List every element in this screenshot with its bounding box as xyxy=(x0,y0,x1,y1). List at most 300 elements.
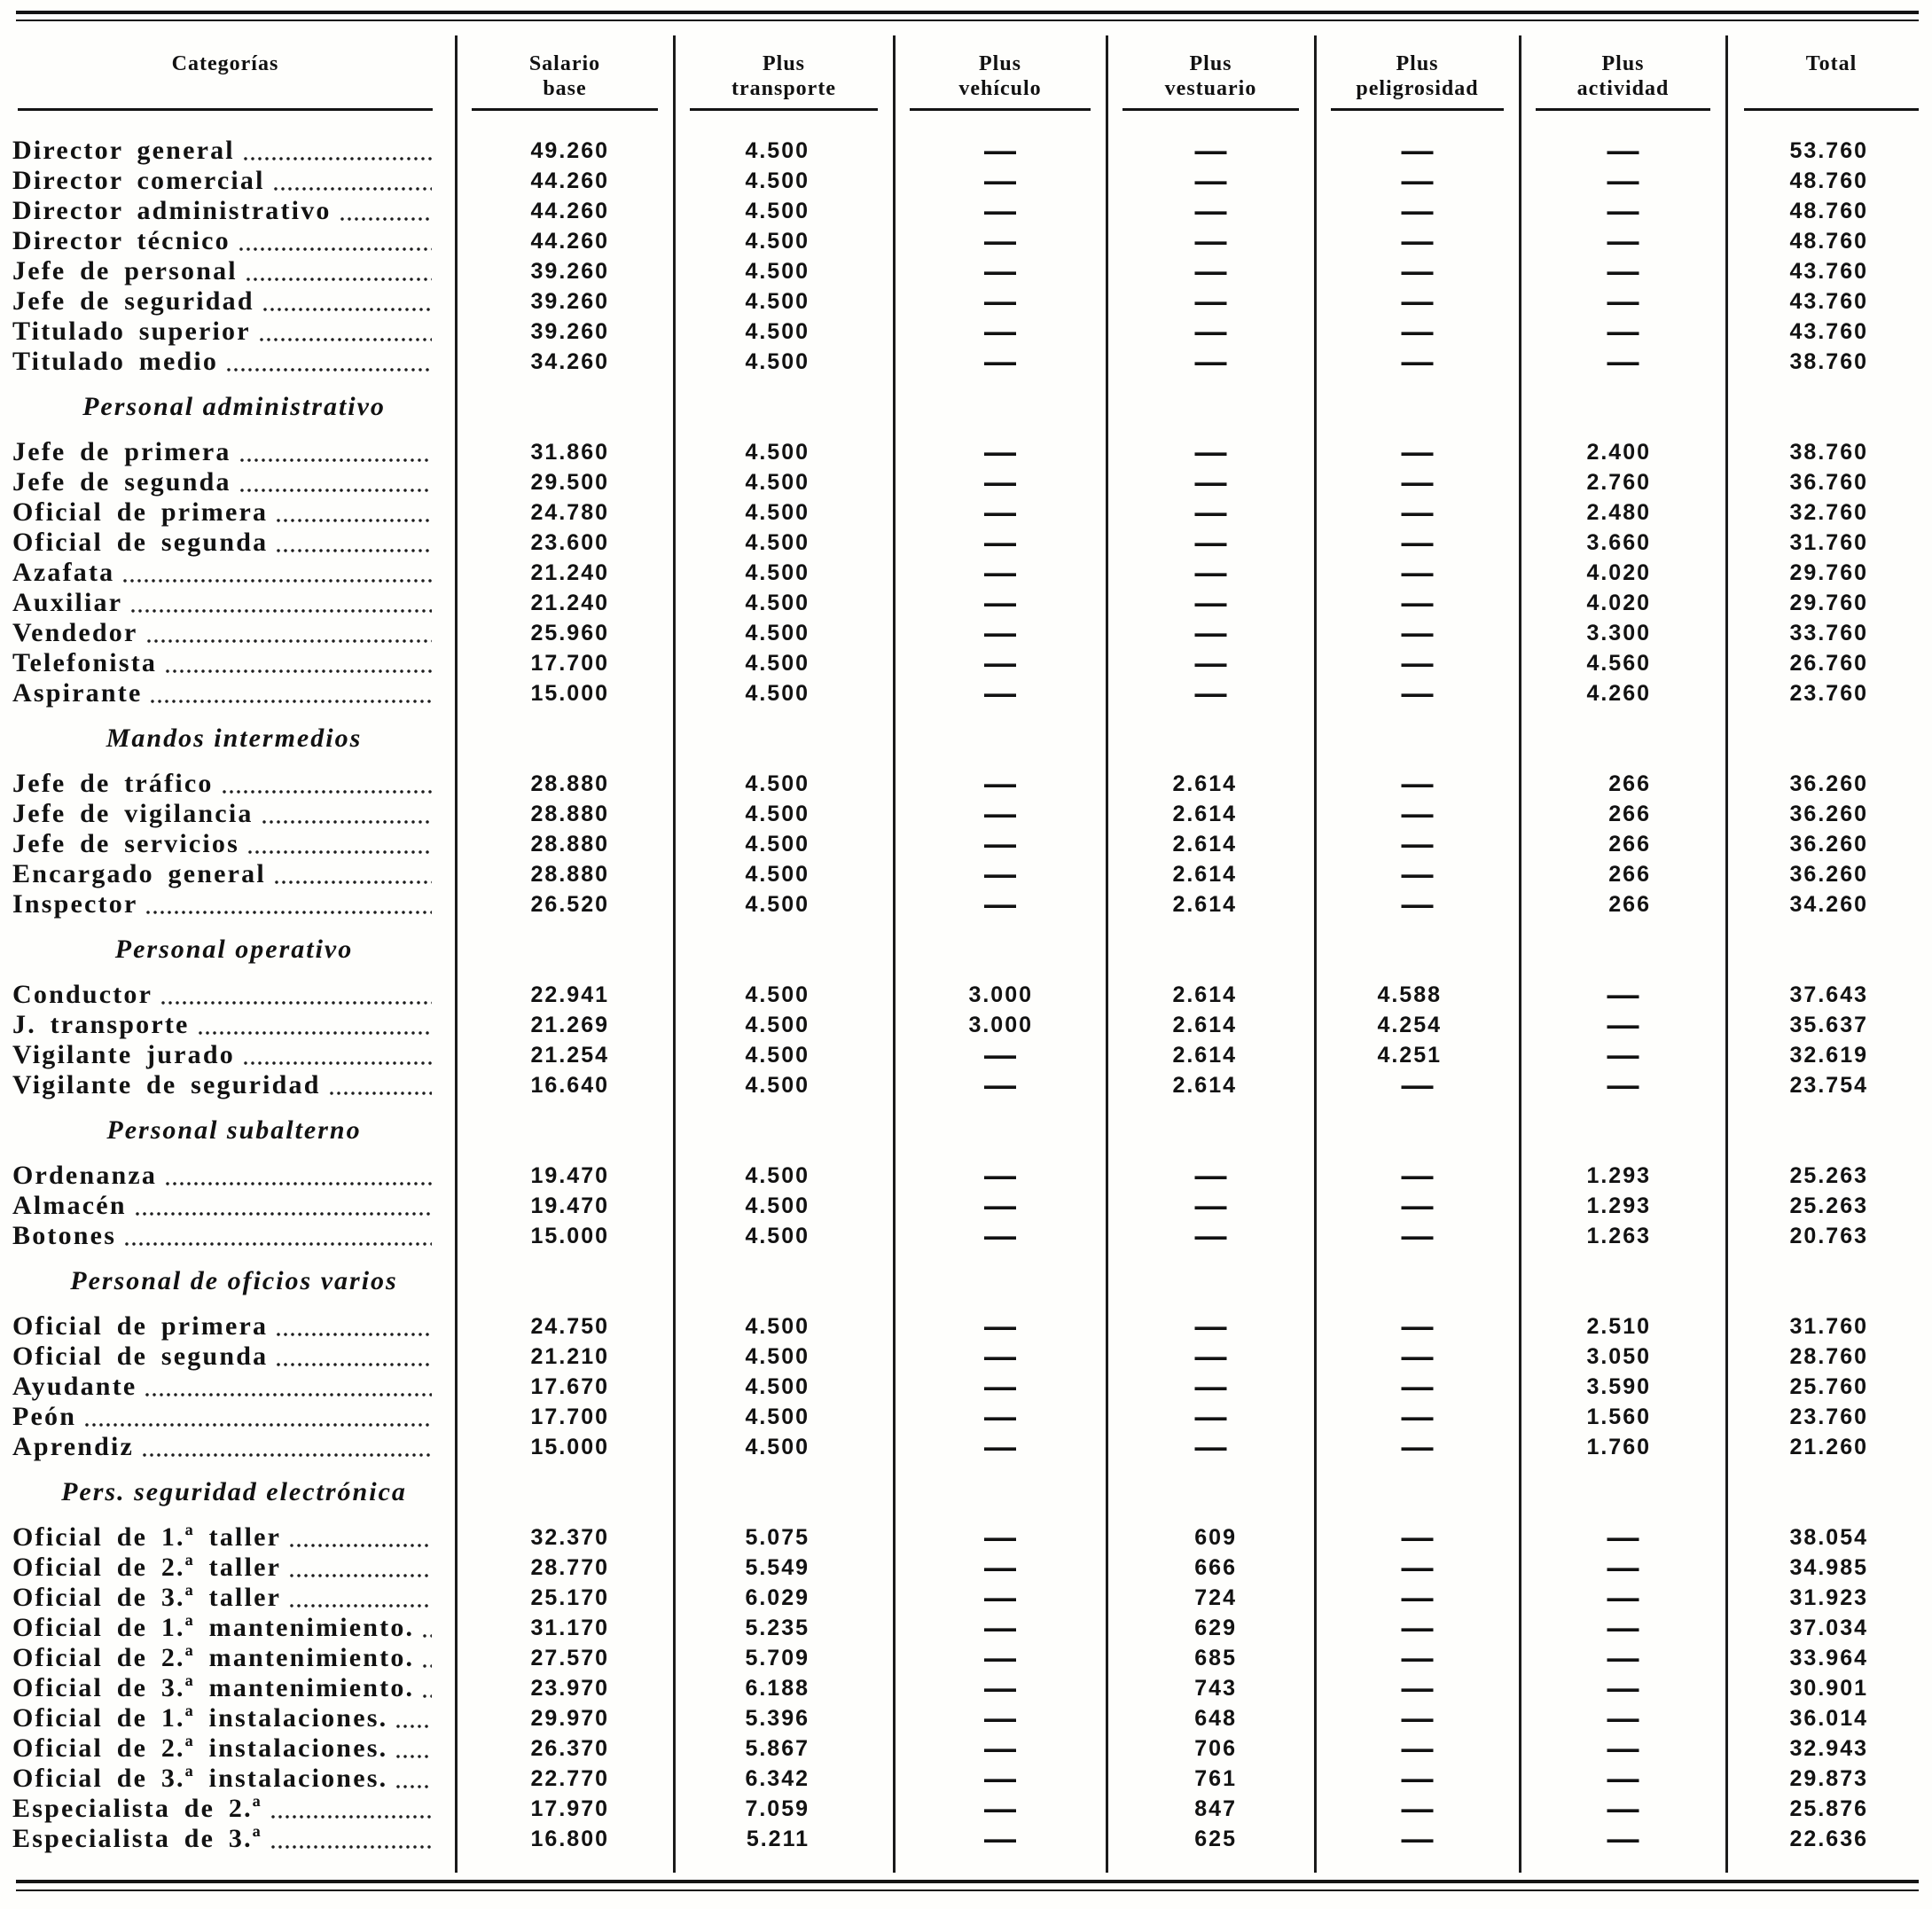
total-cell: 21.260 xyxy=(1789,1435,1868,1459)
plus-transporte-cell: 4.500 xyxy=(745,771,810,796)
plus-actividad-cell: — xyxy=(1607,1010,1639,1040)
plus-peligrosidad-cell: — xyxy=(1401,1191,1434,1221)
salario-base-cell: 21.240 xyxy=(530,591,609,615)
total-cell: 25.263 xyxy=(1789,1193,1868,1218)
table-row xyxy=(12,467,1919,497)
dot-leader xyxy=(395,1784,432,1789)
plus-peligrosidad-cell: — xyxy=(1401,1402,1434,1432)
salario-base-cell: 15.000 xyxy=(530,1435,609,1459)
plus-vestuario-cell: — xyxy=(1194,317,1227,347)
salario-base-cell: 39.260 xyxy=(530,289,609,314)
bottom-rule-thin xyxy=(16,1889,1919,1891)
dot-leader xyxy=(421,1694,432,1699)
plus-vestuario-cell: 2.614 xyxy=(1172,802,1237,826)
plus-vehiculo-cell: — xyxy=(984,256,1016,286)
salario-base-cell: 44.260 xyxy=(530,168,609,193)
plus-vehiculo-cell: — xyxy=(984,497,1016,528)
salario-base-cell: 24.780 xyxy=(530,500,609,525)
plus-vehiculo-cell: — xyxy=(984,1824,1016,1854)
table-row xyxy=(12,437,1919,467)
plus-vehiculo-cell: — xyxy=(984,1583,1016,1613)
plus-vestuario-cell: 2.614 xyxy=(1172,1073,1237,1098)
dot-leader xyxy=(339,216,432,222)
plus-actividad-cell: — xyxy=(1607,1824,1639,1854)
category-label: Inspector xyxy=(12,889,138,919)
plus-peligrosidad-cell: 4.251 xyxy=(1377,1043,1442,1068)
header-row xyxy=(12,37,1919,136)
plus-peligrosidad-cell: — xyxy=(1401,859,1434,889)
category-cell xyxy=(12,1824,456,1854)
salario-base-cell: 16.800 xyxy=(530,1827,609,1851)
plus-transporte-cell: 4.500 xyxy=(745,1314,810,1339)
plus-vestuario-cell: — xyxy=(1194,648,1227,678)
plus-transporte-cell: 6.342 xyxy=(745,1766,810,1791)
plus-transporte-cell: 4.500 xyxy=(745,1073,810,1098)
plus-transporte-cell: 4.500 xyxy=(745,802,810,826)
plus-vestuario-cell: 2.614 xyxy=(1172,832,1237,857)
plus-transporte-cell: 4.500 xyxy=(745,229,810,254)
section-heading-row xyxy=(12,377,1919,437)
plus-vehiculo-cell: 3.000 xyxy=(968,982,1033,1007)
category-label: Especialista de 3.ª xyxy=(12,1824,262,1853)
dot-leader xyxy=(288,1573,432,1578)
category-cell xyxy=(12,226,456,256)
plus-vestuario-cell: — xyxy=(1194,196,1227,226)
dot-leader xyxy=(242,1060,432,1066)
table-row xyxy=(12,1161,1919,1191)
plus-peligrosidad-cell: — xyxy=(1401,1221,1434,1251)
table-row xyxy=(12,1311,1919,1342)
table-row xyxy=(12,256,1919,286)
plus-peligrosidad-cell: — xyxy=(1401,196,1434,226)
category-label: Auxiliar xyxy=(12,588,123,617)
header-plus-peligrosidad xyxy=(1315,37,1520,136)
plus-actividad-cell: 1.760 xyxy=(1586,1435,1651,1459)
table-row xyxy=(12,859,1919,889)
total-cell: 23.754 xyxy=(1789,1073,1868,1098)
total-cell: 36.014 xyxy=(1789,1706,1868,1731)
category-cell xyxy=(12,618,456,648)
total-cell: 31.760 xyxy=(1789,530,1868,555)
total-cell: 32.943 xyxy=(1789,1736,1868,1761)
plus-peligrosidad-cell: — xyxy=(1401,558,1434,588)
plus-actividad-cell: 266 xyxy=(1608,802,1651,826)
plus-actividad-cell: 2.510 xyxy=(1586,1314,1651,1339)
table-row xyxy=(12,558,1919,588)
plus-vestuario-cell: 743 xyxy=(1194,1676,1237,1701)
plus-transporte-cell: 5.709 xyxy=(745,1646,810,1670)
table-row xyxy=(12,1553,1919,1583)
category-cell xyxy=(12,1311,456,1342)
plus-peligrosidad-cell: — xyxy=(1401,1342,1434,1372)
plus-actividad-cell: 2.400 xyxy=(1586,440,1651,465)
category-label: Jefe de primera xyxy=(12,437,231,466)
plus-actividad-cell: 3.660 xyxy=(1586,530,1651,555)
plus-vehiculo-cell: — xyxy=(984,859,1016,889)
total-cell: 35.637 xyxy=(1789,1013,1868,1037)
table-row xyxy=(12,1221,1919,1251)
table-row xyxy=(12,588,1919,618)
plus-transporte-cell: 6.188 xyxy=(745,1676,810,1701)
plus-transporte-cell: 4.500 xyxy=(745,349,810,374)
category-label: Azafata xyxy=(12,558,115,587)
plus-vestuario-cell: — xyxy=(1194,437,1227,467)
dot-leader xyxy=(288,1543,432,1548)
salario-base-cell: 32.370 xyxy=(530,1525,609,1550)
header-label: Total xyxy=(1805,52,1858,75)
category-label: Oficial de primera xyxy=(12,1311,269,1341)
category-cell xyxy=(12,1764,456,1794)
category-label: Oficial de segunda xyxy=(12,528,269,557)
header-label: Salario xyxy=(528,52,601,75)
plus-vehiculo-cell: — xyxy=(984,347,1016,377)
salario-base-cell: 28.880 xyxy=(530,832,609,857)
category-label: Titulado medio xyxy=(12,347,219,376)
plus-vehiculo-cell: — xyxy=(984,437,1016,467)
plus-peligrosidad-cell: — xyxy=(1401,889,1434,919)
plus-peligrosidad-cell: — xyxy=(1401,618,1434,648)
category-cell xyxy=(12,1342,456,1372)
table-row xyxy=(12,1402,1919,1432)
plus-vestuario-cell: — xyxy=(1194,558,1227,588)
plus-transporte-cell: 4.500 xyxy=(745,621,810,645)
plus-peligrosidad-cell: — xyxy=(1401,136,1434,166)
salario-base-cell: 24.750 xyxy=(530,1314,609,1339)
category-label: Jefe de seguridad xyxy=(12,286,254,316)
header-underline xyxy=(910,37,1091,111)
dot-leader xyxy=(129,608,432,614)
plus-actividad-cell: — xyxy=(1607,1703,1639,1733)
salario-base-cell: 28.770 xyxy=(530,1555,609,1580)
total-cell: 26.760 xyxy=(1789,651,1868,676)
plus-peligrosidad-cell: — xyxy=(1401,1733,1434,1764)
plus-vestuario-cell: — xyxy=(1194,678,1227,708)
salario-base-cell: 25.170 xyxy=(530,1585,609,1610)
plus-peligrosidad-cell: 4.588 xyxy=(1377,982,1442,1007)
plus-transporte-cell: 4.500 xyxy=(745,1374,810,1399)
plus-vestuario-cell: — xyxy=(1194,1221,1227,1251)
salario-base-cell: 19.470 xyxy=(530,1193,609,1218)
plus-actividad-cell: — xyxy=(1607,166,1639,196)
section-heading-row xyxy=(12,1462,1919,1522)
section-heading: Pers. seguridad electrónica xyxy=(61,1477,407,1506)
table-row xyxy=(12,1703,1919,1733)
salario-base-cell: 29.970 xyxy=(530,1706,609,1731)
plus-actividad-cell: — xyxy=(1607,136,1639,166)
category-label: Jefe de servicios xyxy=(12,829,239,858)
dot-leader xyxy=(270,1844,432,1850)
table-row xyxy=(12,196,1919,226)
salario-base-cell: 15.000 xyxy=(530,681,609,706)
table-row xyxy=(12,347,1919,377)
total-cell: 36.260 xyxy=(1789,802,1868,826)
category-cell xyxy=(12,859,456,889)
category-label: Telefonista xyxy=(12,648,158,677)
total-cell: 36.760 xyxy=(1789,470,1868,495)
plus-transporte-cell: 4.500 xyxy=(745,138,810,163)
header-label: peligrosidad xyxy=(1356,77,1479,100)
plus-vestuario-cell: — xyxy=(1194,1191,1227,1221)
plus-transporte-cell: 4.500 xyxy=(745,1163,810,1188)
header-label: Categorías xyxy=(171,52,279,75)
total-cell: 20.763 xyxy=(1789,1224,1868,1248)
total-cell: 31.923 xyxy=(1789,1585,1868,1610)
dot-leader xyxy=(197,1030,432,1036)
category-cell xyxy=(12,1372,456,1402)
salario-base-cell: 19.470 xyxy=(530,1163,609,1188)
total-cell: 33.964 xyxy=(1789,1646,1868,1670)
plus-actividad-cell: — xyxy=(1607,256,1639,286)
category-cell xyxy=(12,1583,456,1613)
plus-vehiculo-cell: — xyxy=(984,1643,1016,1673)
dot-leader xyxy=(245,277,432,282)
category-label: Especialista de 2.ª xyxy=(12,1794,262,1823)
category-cell xyxy=(12,1191,456,1221)
plus-transporte-cell: 4.500 xyxy=(745,1344,810,1369)
category-cell xyxy=(12,497,456,528)
table-row xyxy=(12,799,1919,829)
total-cell: 25.760 xyxy=(1789,1374,1868,1399)
plus-vehiculo-cell: — xyxy=(984,618,1016,648)
plus-transporte-cell: 4.500 xyxy=(745,259,810,284)
total-cell: 36.260 xyxy=(1789,862,1868,887)
plus-actividad-cell: — xyxy=(1607,1583,1639,1613)
plus-peligrosidad-cell: — xyxy=(1401,1643,1434,1673)
salario-base-cell: 39.260 xyxy=(530,319,609,344)
category-label: Oficial de 1.ª instalaciones. xyxy=(12,1703,388,1733)
table-row xyxy=(12,980,1919,1010)
category-cell xyxy=(12,678,456,708)
header-total xyxy=(1726,37,1919,136)
category-label: Oficial de 2.ª instalaciones. xyxy=(12,1733,388,1763)
plus-vestuario-cell: 648 xyxy=(1194,1706,1237,1731)
header-salario-base xyxy=(456,37,674,136)
category-cell xyxy=(12,769,456,799)
plus-vehiculo-cell: — xyxy=(984,648,1016,678)
plus-vehiculo-cell: — xyxy=(984,1613,1016,1643)
category-label: Ayudante xyxy=(12,1372,137,1401)
plus-actividad-cell: — xyxy=(1607,1040,1639,1070)
dot-leader xyxy=(221,789,432,794)
category-cell xyxy=(12,1703,456,1733)
total-cell: 38.054 xyxy=(1789,1525,1868,1550)
plus-transporte-cell: 4.500 xyxy=(745,1193,810,1218)
plus-vehiculo-cell: — xyxy=(984,1794,1016,1824)
plus-vestuario-cell: — xyxy=(1194,1161,1227,1191)
plus-vestuario-cell: 724 xyxy=(1194,1585,1237,1610)
plus-peligrosidad-cell: — xyxy=(1401,286,1434,317)
plus-transporte-cell: 7.059 xyxy=(745,1796,810,1821)
plus-transporte-cell: 4.500 xyxy=(745,1043,810,1068)
plus-transporte-cell: 4.500 xyxy=(745,500,810,525)
header-underline xyxy=(1331,37,1504,111)
section-heading-row xyxy=(12,919,1919,980)
plus-actividad-cell: — xyxy=(1607,1794,1639,1824)
dot-leader xyxy=(328,1091,432,1096)
plus-transporte-cell: 5.549 xyxy=(745,1555,810,1580)
plus-vestuario-cell: — xyxy=(1194,467,1227,497)
category-label: Botones xyxy=(12,1221,117,1250)
plus-vestuario-cell: — xyxy=(1194,588,1227,618)
section-heading: Personal administrativo xyxy=(82,392,386,421)
dot-leader xyxy=(123,1241,432,1247)
plus-vehiculo-cell: — xyxy=(984,1040,1016,1070)
category-cell xyxy=(12,286,456,317)
table-row xyxy=(12,1040,1919,1070)
total-cell: 25.263 xyxy=(1789,1163,1868,1188)
table-row xyxy=(12,1764,1919,1794)
dot-leader xyxy=(225,367,432,372)
plus-vestuario-cell: 629 xyxy=(1194,1616,1237,1640)
category-cell xyxy=(12,1613,456,1643)
category-label: Oficial de 3.ª mantenimiento. xyxy=(12,1673,415,1702)
table-row xyxy=(12,1673,1919,1703)
plus-actividad-cell: — xyxy=(1607,1613,1639,1643)
plus-peligrosidad-cell: — xyxy=(1401,1703,1434,1733)
plus-peligrosidad-cell: — xyxy=(1401,1794,1434,1824)
dot-leader xyxy=(275,1362,432,1367)
category-cell xyxy=(12,437,456,467)
total-cell: 29.760 xyxy=(1789,591,1868,615)
dot-leader xyxy=(421,1663,432,1669)
category-label: Jefe de segunda xyxy=(12,467,231,497)
plus-peligrosidad-cell: — xyxy=(1401,1522,1434,1553)
plus-peligrosidad-cell: — xyxy=(1401,648,1434,678)
category-label: J. transporte xyxy=(12,1010,190,1039)
header-label: Plus xyxy=(1396,52,1439,75)
salario-base-cell: 26.370 xyxy=(530,1736,609,1761)
salario-base-cell: 21.210 xyxy=(530,1344,609,1369)
plus-vehiculo-cell: — xyxy=(984,1070,1016,1100)
plus-actividad-cell: 3.590 xyxy=(1586,1374,1651,1399)
plus-vestuario-cell: — xyxy=(1194,136,1227,166)
plus-actividad-cell: 1.293 xyxy=(1586,1163,1651,1188)
total-cell: 48.760 xyxy=(1789,199,1868,223)
table-row xyxy=(12,1191,1919,1221)
table-row xyxy=(12,1824,1919,1854)
category-cell xyxy=(12,1643,456,1673)
category-cell xyxy=(12,1040,456,1070)
plus-vestuario-cell: — xyxy=(1194,1402,1227,1432)
header-categorias xyxy=(12,37,456,136)
dot-leader xyxy=(83,1422,432,1428)
plus-vehiculo-cell: — xyxy=(984,196,1016,226)
plus-vestuario-cell: 2.614 xyxy=(1172,1043,1237,1068)
category-label: Oficial de segunda xyxy=(12,1342,269,1371)
plus-vehiculo-cell: — xyxy=(984,558,1016,588)
plus-peligrosidad-cell: — xyxy=(1401,317,1434,347)
table-row xyxy=(12,1010,1919,1040)
dot-leader xyxy=(273,880,432,885)
plus-peligrosidad-cell: — xyxy=(1401,256,1434,286)
header-label: Plus xyxy=(762,52,805,75)
plus-actividad-cell: 3.300 xyxy=(1586,621,1651,645)
category-cell xyxy=(12,648,456,678)
table-row xyxy=(12,136,1919,166)
dot-leader xyxy=(272,186,432,192)
salario-base-cell: 25.960 xyxy=(530,621,609,645)
plus-vehiculo-cell: — xyxy=(984,1191,1016,1221)
salario-base-cell: 34.260 xyxy=(530,349,609,374)
plus-vehiculo-cell: — xyxy=(984,136,1016,166)
plus-vehiculo-cell: — xyxy=(984,799,1016,829)
top-rule-thick xyxy=(16,11,1919,14)
category-cell xyxy=(12,1553,456,1583)
category-label: Oficial de 2.ª taller xyxy=(12,1553,282,1582)
total-cell: 43.760 xyxy=(1789,289,1868,314)
plus-vestuario-cell: — xyxy=(1194,618,1227,648)
plus-peligrosidad-cell: 4.254 xyxy=(1377,1013,1442,1037)
salario-base-cell: 17.670 xyxy=(530,1374,609,1399)
table-row xyxy=(12,1070,1919,1100)
dot-leader xyxy=(288,1603,432,1608)
salario-base-cell: 31.170 xyxy=(530,1616,609,1640)
plus-vestuario-cell: 2.614 xyxy=(1172,1013,1237,1037)
plus-vehiculo-cell: — xyxy=(984,1432,1016,1462)
category-cell xyxy=(12,799,456,829)
plus-actividad-cell: — xyxy=(1607,980,1639,1010)
header-plus-transporte xyxy=(674,37,894,136)
plus-peligrosidad-cell: — xyxy=(1401,166,1434,196)
plus-transporte-cell: 4.500 xyxy=(745,440,810,465)
category-label: Director general xyxy=(12,136,235,165)
section-heading: Personal de oficios varios xyxy=(70,1266,398,1295)
table-row xyxy=(12,1613,1919,1643)
salario-base-cell: 26.520 xyxy=(530,892,609,917)
plus-actividad-cell: — xyxy=(1607,1553,1639,1583)
salario-base-cell: 23.600 xyxy=(530,530,609,555)
header-label: vestuario xyxy=(1164,77,1257,100)
total-cell: 34.985 xyxy=(1789,1555,1868,1580)
table-row xyxy=(12,618,1919,648)
plus-peligrosidad-cell: — xyxy=(1401,1311,1434,1342)
header-underline xyxy=(1536,37,1710,111)
category-cell xyxy=(12,1522,456,1553)
table-row xyxy=(12,166,1919,196)
header-label: vehículo xyxy=(958,77,1042,100)
category-cell xyxy=(12,1794,456,1824)
plus-vehiculo-cell: — xyxy=(984,678,1016,708)
plus-vehiculo-cell: — xyxy=(984,1703,1016,1733)
plus-actividad-cell: 266 xyxy=(1608,832,1651,857)
salario-base-cell: 15.000 xyxy=(530,1224,609,1248)
total-cell: 32.760 xyxy=(1789,500,1868,525)
dot-leader xyxy=(262,307,432,312)
plus-actividad-cell: 1.263 xyxy=(1586,1224,1651,1248)
dot-leader xyxy=(164,1181,432,1186)
plus-vehiculo-cell: — xyxy=(984,317,1016,347)
plus-actividad-cell: 2.760 xyxy=(1586,470,1651,495)
plus-peligrosidad-cell: — xyxy=(1401,799,1434,829)
plus-vehiculo-cell: — xyxy=(984,1673,1016,1703)
plus-vehiculo-cell: — xyxy=(984,1733,1016,1764)
table-row xyxy=(12,1342,1919,1372)
plus-vestuario-cell: 847 xyxy=(1194,1796,1237,1821)
plus-transporte-cell: 4.500 xyxy=(745,1224,810,1248)
plus-peligrosidad-cell: — xyxy=(1401,1372,1434,1402)
category-label: Oficial de 1.ª taller xyxy=(12,1522,282,1552)
dot-leader xyxy=(239,488,432,493)
table-row xyxy=(12,1794,1919,1824)
total-cell: 37.643 xyxy=(1789,982,1868,1007)
header-label: transporte xyxy=(731,77,836,100)
total-cell: 33.760 xyxy=(1789,621,1868,645)
table-row xyxy=(12,497,1919,528)
category-label: Peón xyxy=(12,1402,77,1431)
plus-peligrosidad-cell: — xyxy=(1401,1161,1434,1191)
salary-table xyxy=(12,37,1919,1854)
plus-transporte-cell: 5.075 xyxy=(745,1525,810,1550)
